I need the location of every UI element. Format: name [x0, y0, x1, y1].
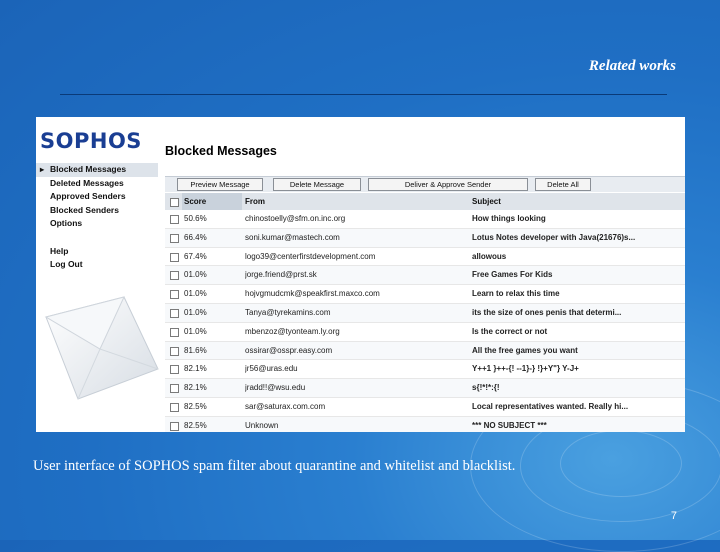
- nav-blocked-senders[interactable]: Blocked Senders: [50, 204, 119, 215]
- slide-caption: User interface of SOPHOS spam filter about quarantine and whitelist and blacklist.: [33, 458, 516, 474]
- table-row[interactable]: [165, 360, 685, 379]
- table-row[interactable]: [165, 417, 685, 432]
- page-title: Blocked Messages: [165, 144, 277, 158]
- row-subject: its the size of ones penis that determi...: [472, 307, 622, 317]
- nav-deleted-messages[interactable]: Deleted Messages: [50, 177, 124, 188]
- header-score[interactable]: Score: [182, 193, 242, 210]
- row-score: 01.0%: [184, 270, 207, 280]
- row-checkbox[interactable]: [170, 271, 179, 280]
- table-row[interactable]: [165, 229, 685, 248]
- nav-help[interactable]: Help: [50, 245, 69, 256]
- row-from: Tanya@tyrekamins.com: [245, 307, 331, 317]
- row-checkbox[interactable]: [170, 328, 179, 337]
- nav-log-out[interactable]: Log Out: [50, 259, 83, 269]
- row-checkbox[interactable]: [170, 290, 179, 299]
- deliver-approve-button[interactable]: Deliver & Approve Sender: [368, 178, 528, 191]
- row-subject: How things looking: [472, 214, 546, 223]
- envelope-icon: [42, 295, 160, 405]
- table-row[interactable]: [165, 285, 685, 304]
- row-checkbox[interactable]: [170, 215, 179, 224]
- delete-message-button[interactable]: Delete Message: [273, 178, 361, 191]
- row-checkbox[interactable]: [170, 234, 179, 243]
- row-subject: Lotus Notes developer with Java(21676)s...: [472, 232, 636, 242]
- preview-message-button[interactable]: Preview Message: [177, 178, 263, 191]
- row-score: 01.0%: [184, 289, 207, 299]
- row-score: 82.1%: [184, 364, 207, 374]
- nav-approved-senders[interactable]: Approved Senders: [50, 191, 126, 201]
- row-score: 67.4%: [184, 251, 207, 261]
- row-from: chinostoelly@sfm.on.inc.org: [245, 214, 346, 223]
- page-number: 7: [670, 510, 677, 522]
- row-score: 82.1%: [184, 383, 207, 393]
- row-from: soni.kumar@mastech.com: [245, 232, 340, 242]
- row-from: jorge.friend@prst.sk: [245, 270, 317, 280]
- row-checkbox[interactable]: [170, 347, 179, 356]
- row-score: 50.6%: [184, 214, 207, 223]
- row-subject: allowous: [472, 251, 507, 261]
- row-subject: Learn to relax this time: [472, 289, 560, 299]
- row-checkbox[interactable]: [170, 309, 179, 318]
- header-subject[interactable]: Subject: [472, 197, 501, 206]
- table-row[interactable]: [165, 342, 685, 361]
- row-from: sar@saturax.com.com: [245, 401, 326, 411]
- row-from: mbenzoz@tyonteam.ly.org: [245, 326, 340, 336]
- table-row[interactable]: [165, 398, 685, 417]
- row-subject: *** NO SUBJECT ***: [472, 420, 547, 430]
- sophos-screenshot: [36, 117, 685, 432]
- row-checkbox[interactable]: [170, 365, 179, 374]
- row-from: logo39@centerfirstdevelopment.com: [245, 251, 376, 261]
- sidebar-nav: [36, 163, 158, 272]
- row-from: ossirar@osspr.easy.com: [245, 345, 333, 355]
- row-checkbox[interactable]: [170, 384, 179, 393]
- row-checkbox[interactable]: [170, 403, 179, 412]
- table-row[interactable]: [165, 266, 685, 285]
- table-row[interactable]: [165, 379, 685, 398]
- slide-header-title: Related works: [588, 58, 676, 74]
- action-toolbar: [165, 176, 685, 192]
- row-score: 01.0%: [184, 326, 207, 336]
- row-subject: Free Games For Kids: [472, 270, 553, 280]
- row-subject: Is the correct or not: [472, 326, 548, 336]
- header-divider: [60, 94, 667, 95]
- table-row[interactable]: [165, 304, 685, 323]
- row-subject: All the free games you want: [472, 345, 578, 355]
- row-checkbox[interactable]: [170, 422, 179, 431]
- row-score: 01.0%: [184, 307, 207, 317]
- sophos-logo: SOPHOS: [40, 129, 142, 153]
- row-score: 82.5%: [184, 401, 207, 411]
- nav-options[interactable]: Options: [50, 218, 83, 228]
- main-content: [165, 117, 685, 432]
- nav-blocked-messages[interactable]: ▸ Blocked Messages: [36, 163, 158, 177]
- messages-table: [165, 193, 685, 432]
- table-row[interactable]: [165, 323, 685, 342]
- sidebar: [36, 117, 162, 432]
- table-row[interactable]: [165, 210, 685, 229]
- row-from: jradd!!@wsu.edu: [245, 383, 306, 393]
- select-all-checkbox[interactable]: [170, 198, 179, 207]
- row-score: 82.5%: [184, 420, 207, 430]
- row-from: Unknown: [245, 420, 279, 430]
- row-score: 81.6%: [184, 345, 207, 355]
- row-from: jr56@uras.edu: [245, 364, 298, 374]
- delete-all-button[interactable]: Delete All: [535, 178, 591, 191]
- table-header: [165, 193, 685, 210]
- row-score: 66.4%: [184, 232, 207, 242]
- header-from[interactable]: From: [245, 197, 265, 206]
- table-body: [165, 210, 685, 432]
- row-checkbox[interactable]: [170, 253, 179, 262]
- row-subject: s{!*!*:{!: [472, 383, 500, 393]
- row-from: hojvgmudcmk@speakfirst.maxco.com: [245, 289, 380, 299]
- row-subject: Y++1 }++-{! --1}-} !}+Y"} Y-J+: [472, 364, 579, 374]
- row-subject: Local representatives wanted. Really hi...: [472, 401, 629, 411]
- table-row[interactable]: [165, 248, 685, 267]
